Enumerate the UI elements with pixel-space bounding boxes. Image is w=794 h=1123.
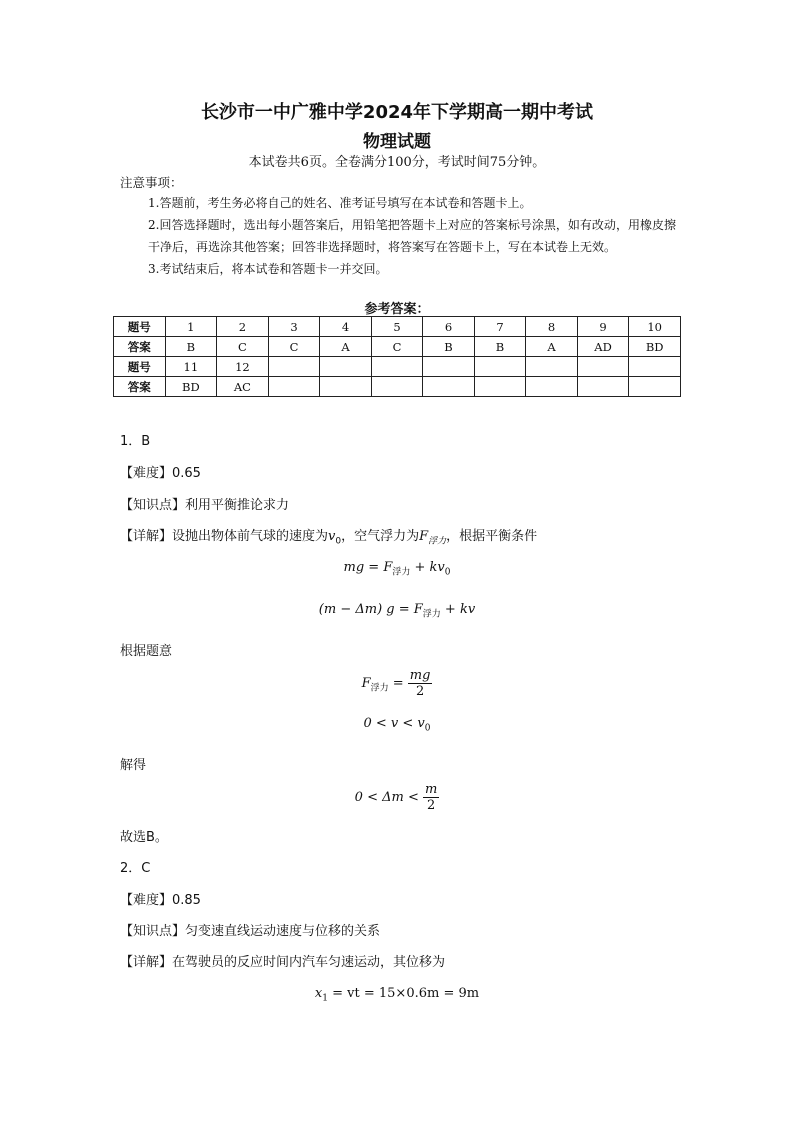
- cell: [320, 377, 372, 397]
- table-row: [114, 317, 681, 337]
- cell: AD: [577, 337, 629, 357]
- cell: BD: [165, 377, 217, 397]
- cell: [423, 377, 475, 397]
- cell: B: [423, 337, 475, 357]
- notes-list: [148, 192, 676, 280]
- exam-meta: 本试卷共6页。全卷满分100分，考试时间75分钟。: [248, 155, 546, 170]
- cell: 7: [474, 317, 526, 337]
- answers-title: 参考答案：: [364, 302, 430, 317]
- cell: C: [217, 337, 269, 357]
- q2-difficulty: 【难度】0.85: [120, 893, 201, 908]
- row-label: 题号: [114, 317, 166, 337]
- cell: [320, 357, 372, 377]
- cell: BD: [629, 337, 681, 357]
- cell: B: [165, 337, 217, 357]
- cell: A: [320, 337, 372, 357]
- q2-number: 2．C: [120, 861, 151, 876]
- cell: [268, 357, 320, 377]
- cell: B: [474, 337, 526, 357]
- cell: 2: [217, 317, 269, 337]
- cell: [371, 377, 423, 397]
- cell: [526, 357, 578, 377]
- cell: [629, 377, 681, 397]
- q1-equation-4: $0 < v < v_0$: [363, 716, 431, 734]
- cell: 5: [371, 317, 423, 337]
- cell: 1: [165, 317, 217, 337]
- q2-knowledge: 【知识点】匀变速直线运动速度与位移的关系: [120, 924, 381, 939]
- cell: [371, 357, 423, 377]
- cell: [526, 377, 578, 397]
- cell: A: [526, 337, 578, 357]
- cell: AC: [217, 377, 269, 397]
- q1-equation-5: 0 < Δm < $\frac{m}{2}$: [354, 782, 438, 813]
- q1-number: 1．B: [120, 434, 151, 449]
- exam-title: 长沙市一中广雅中学2024年下学期高一期中考试: [200, 102, 594, 123]
- note-item-1: 1.答题前，考生务必将自己的姓名、准考证号填写在本试卷和答题卡上。: [148, 196, 532, 210]
- q1-knowledge: 【知识点】利用平衡推论求力: [120, 498, 290, 513]
- exam-subtitle: 物理试题: [363, 132, 431, 152]
- cell: 11: [165, 357, 217, 377]
- notes-heading: 注意事项：: [120, 175, 183, 190]
- cell: 10: [629, 317, 681, 337]
- answer-table: [113, 316, 681, 397]
- q1-equation-1: mg = $F_{浮力} + kv_0$: [343, 560, 451, 578]
- q1-meaning: 根据题意: [120, 644, 173, 659]
- cell: 3: [268, 317, 320, 337]
- cell: 9: [577, 317, 629, 337]
- q1-detail: 【详解】设抛出物体前气球的速度为$v_0$，空气浮力为$F_{浮力}$，根据平衡条件: [120, 529, 538, 547]
- fraction: $\frac{m}{2}$: [424, 782, 438, 813]
- cell: 12: [217, 357, 269, 377]
- q1-conclusion: 故选B。: [120, 830, 168, 845]
- cell: C: [371, 337, 423, 357]
- q1-equation-3: $F_{浮力}$ = $\frac{mg}{2}$: [361, 668, 431, 699]
- row-label: 答案: [114, 337, 166, 357]
- row-label: 题号: [114, 357, 166, 377]
- q1-difficulty: 【难度】0.65: [120, 466, 201, 481]
- q2-detail: 【详解】在驾驶员的反应时间内汽车匀速运动，其位移为: [120, 955, 446, 970]
- row-label: 答案: [114, 377, 166, 397]
- table-row: [114, 337, 681, 357]
- cell: [474, 357, 526, 377]
- q2-equation-1: $x_1$ = vt = 15×0.6m = 9m: [314, 986, 480, 1004]
- cell: C: [268, 337, 320, 357]
- cell: [268, 377, 320, 397]
- cell: [474, 377, 526, 397]
- cell: [577, 377, 629, 397]
- note-item-3: 3.考试结束后，将本试卷和答题卡一并交回。: [148, 262, 388, 276]
- q1-solve: 解得: [120, 758, 147, 773]
- cell: 8: [526, 317, 578, 337]
- table-row: [114, 377, 681, 397]
- cell: 4: [320, 317, 372, 337]
- q1-equation-2: (m − Δm) $g = F_{浮力}$ + kv: [318, 602, 476, 620]
- note-item-2: 2.回答选择题时，选出每小题答案后，用铅笔把答题卡上对应的答案标号涂黑，如有改动，用橡皮擦干净后，再选涂其他答案；回答非选择题时，将答案写在答题卡上，写在本试卷上无效。: [148, 218, 676, 254]
- table-row: [114, 357, 681, 377]
- cell: [577, 357, 629, 377]
- fraction: $\frac{mg}{2}$: [409, 668, 431, 699]
- cell: [629, 357, 681, 377]
- cell: 6: [423, 317, 475, 337]
- cell: [423, 357, 475, 377]
